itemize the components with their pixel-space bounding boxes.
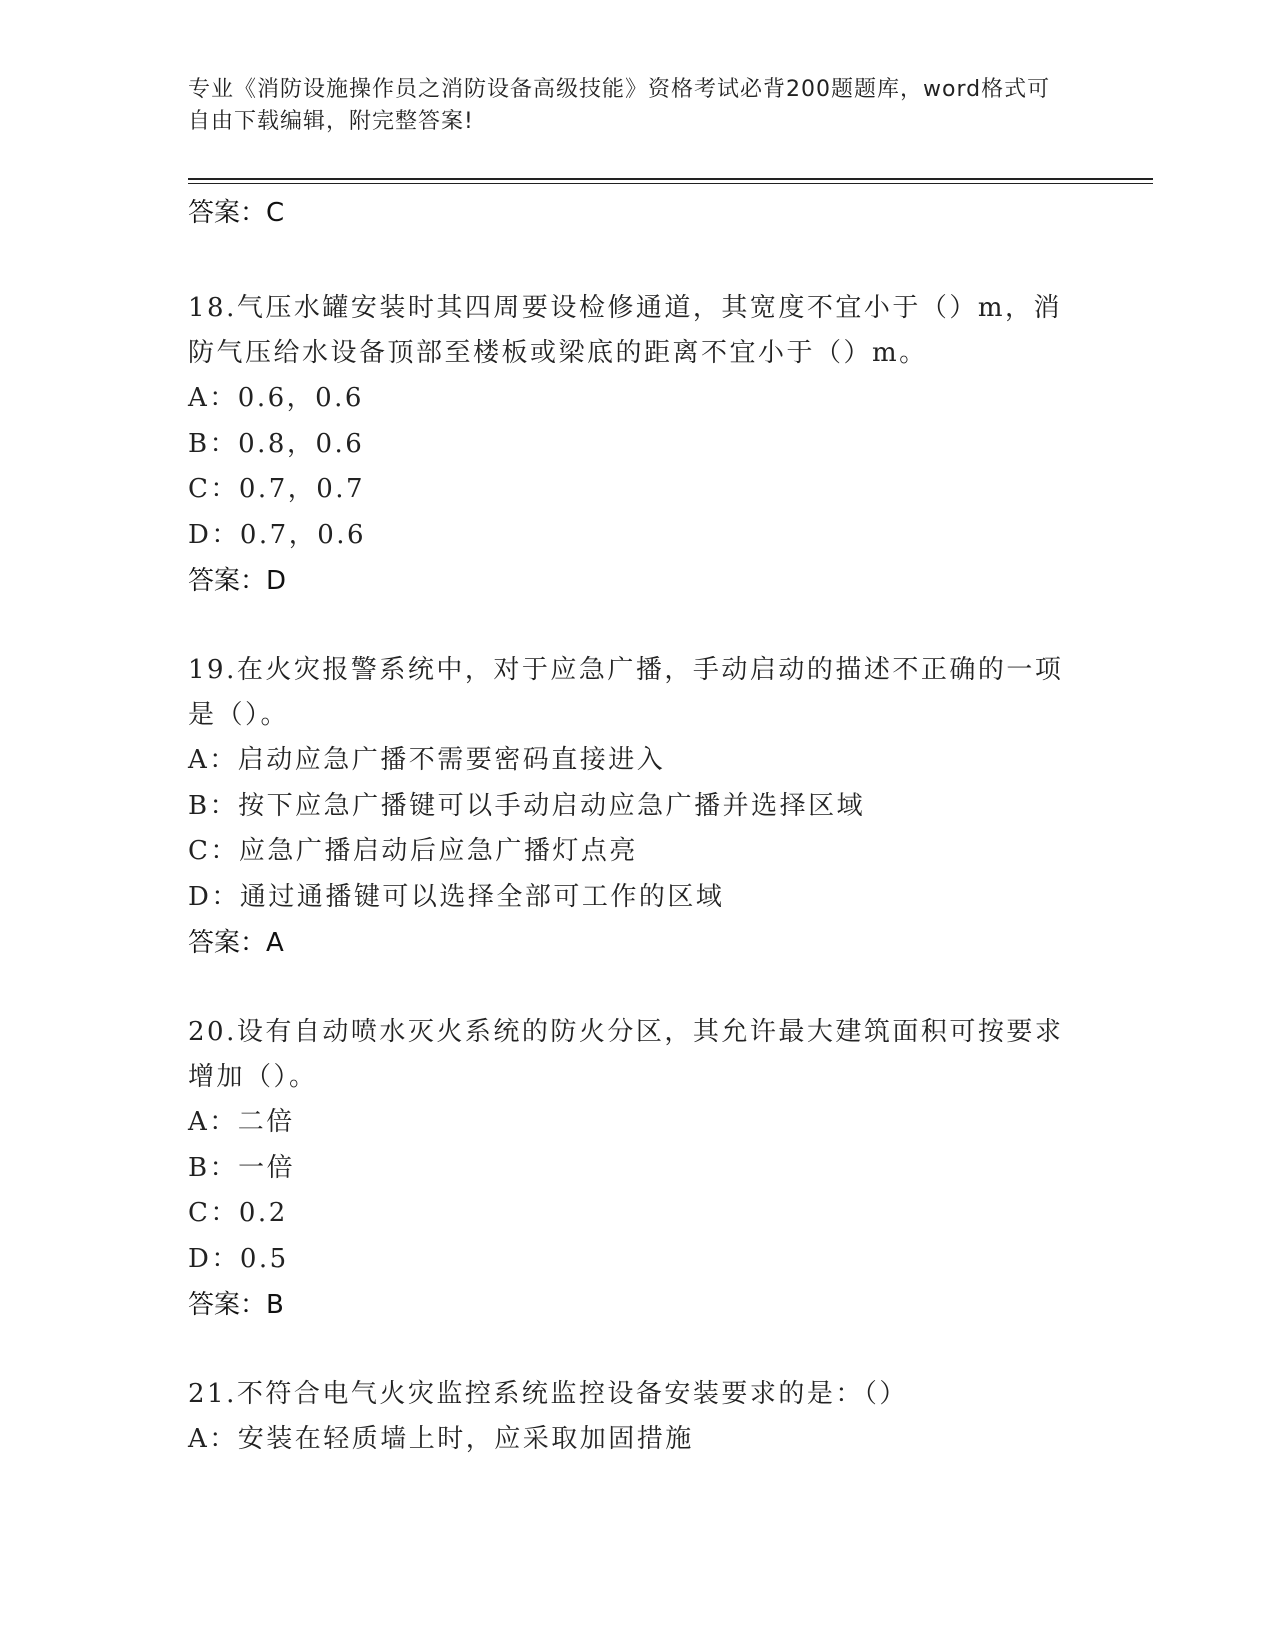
option-a: A：启动应急广播不需要密码直接进入	[188, 745, 666, 775]
answer-line: 答案：B	[188, 1290, 284, 1320]
option-a: A：安装在轻质墙上时，应采取加固措施	[188, 1424, 694, 1454]
option-d: D：通过通播键可以选择全部可工作的区域	[188, 881, 725, 912]
header-divider-thin	[188, 183, 1153, 184]
question-block	[188, 1010, 1088, 1328]
document-body	[188, 190, 1088, 1463]
option-b: B：按下应急广播键可以手动启动应急广播并选择区域	[188, 790, 866, 821]
question-text: 18.气压水罐安装时其四周要设检修通道，其宽度不宜小于（）m，消防气压给水设备顶部至楼板或梁底的距离不宜小于（）m。	[188, 293, 1063, 368]
option-a: A：二倍	[188, 1107, 295, 1137]
question-block	[188, 648, 1088, 966]
option-a: A：0.6，0.6	[188, 383, 364, 413]
option-d: D：0.7，0.6	[188, 519, 367, 550]
question-block	[188, 286, 1088, 604]
question-block	[188, 1372, 1088, 1463]
document-header	[188, 74, 1068, 138]
answer-line: 答案：D	[188, 566, 287, 596]
option-c: C：0.7，0.7	[188, 474, 366, 504]
option-d: D：0.5	[188, 1243, 289, 1274]
option-c: C：应急广播启动后应急广播灯点亮	[188, 836, 638, 866]
question-text: 20.设有自动喷水灭火系统的防火分区，其允许最大建筑面积可按要求增加（）。	[188, 1017, 1064, 1092]
question-text: 19.在火灾报警系统中，对于应急广播，手动启动的描述不正确的一项是（）。	[188, 655, 1064, 730]
answer-line: 答案：A	[188, 928, 284, 958]
header-text: 专业《消防设施操作员之消防设备高级技能》资格考试必背200题题库，word格式可自由下载编辑，附完整答案!	[188, 77, 1051, 134]
option-b: B：0.8，0.6	[188, 428, 365, 459]
option-b: B：一倍	[188, 1152, 296, 1183]
header-divider-thick	[188, 178, 1153, 180]
question-text: 21.不符合电气火灾监控系统监控设备安装要求的是：（）	[188, 1379, 908, 1409]
answer-line: 答案：C	[188, 198, 285, 228]
option-c: C：0.2	[188, 1198, 288, 1228]
